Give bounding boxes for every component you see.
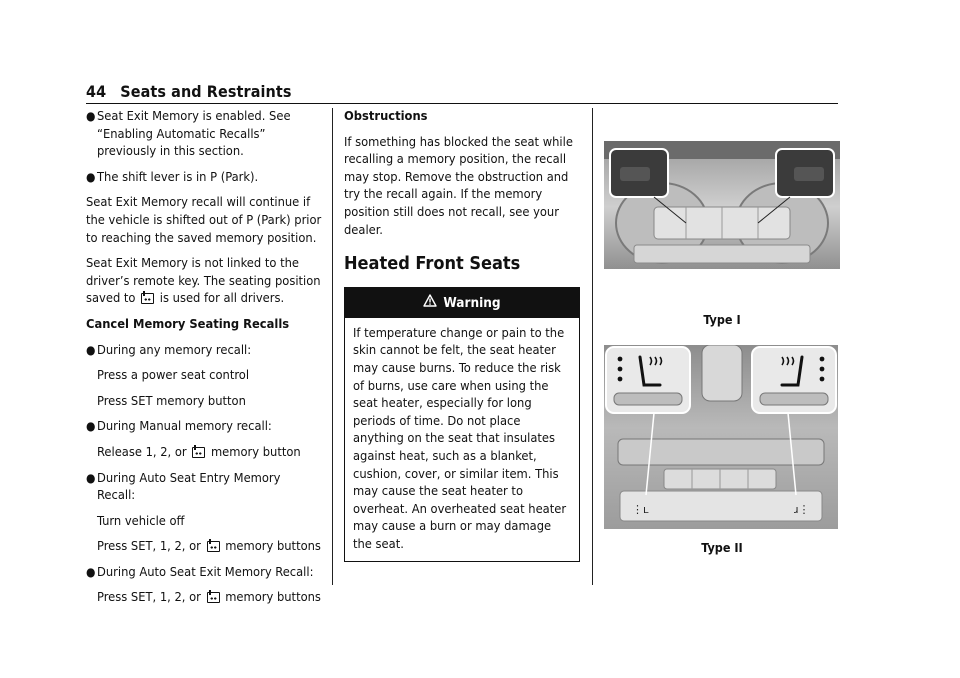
section-title: Seats and Restraints bbox=[120, 82, 292, 101]
subheading: Obstructions bbox=[344, 109, 428, 124]
sub-step: Release 1, 2, or memory button bbox=[97, 444, 301, 460]
list-item: ● During Auto Seat Entry Memory Recall: bbox=[86, 470, 281, 504]
memory-b-icon bbox=[207, 539, 220, 552]
list-item: ● During Auto Seat Exit Memory Recall: bbox=[86, 564, 314, 580]
type-1-photo bbox=[604, 141, 840, 279]
paragraph: Seat Exit Memory is not linked to the driver’s remote key. The seating position saved to is used for all drivers. bbox=[86, 256, 321, 307]
warning-title: Warning bbox=[443, 295, 501, 312]
paragraph: If something has blocked the seat while recalling a memory position, the recall may stop. Remove the obstruction and try the recall again. If the memory position still does not recall, see your dealer. bbox=[344, 134, 573, 238]
svg-text:ɹ⋮: ɹ⋮ bbox=[794, 503, 810, 517]
section-heading: Heated Front Seats bbox=[344, 253, 521, 275]
list-item: ● Seat Exit Memory is enabled. See “Enabling Automatic Recalls” previously in this section. bbox=[86, 109, 291, 160]
caption-type-1: Type I bbox=[703, 311, 741, 327]
column-divider-1 bbox=[332, 108, 333, 585]
column-left bbox=[86, 108, 322, 615]
caption-type-2: Type II bbox=[701, 539, 743, 555]
list-item: ● During any memory recall: bbox=[86, 342, 252, 358]
column-middle bbox=[344, 108, 580, 562]
sub-step: Press SET memory button bbox=[97, 393, 246, 409]
sub-step: Press SET, 1, 2, or memory buttons bbox=[97, 590, 321, 606]
list-item: ● The shift lever is in P (Park). bbox=[86, 169, 259, 185]
subheading: Cancel Memory Seating Recalls bbox=[86, 316, 290, 332]
warning-box bbox=[344, 287, 580, 562]
column-right bbox=[604, 108, 840, 556]
warning-text: If temperature change or pain to the skin cannot be felt, the seat heater may cause burns. To reduce the risk of burns, use care when using the seat heater, especially for long periods of time. Do not place anything on the seat that insulates against heat, such as a blanket, cushion, cover, or similar item. This may cause the seat heater to overheat. An overheated seat heater may cause a burn or may damage the seat. bbox=[353, 325, 567, 552]
sub-step: Press a power seat control bbox=[97, 368, 250, 384]
sub-step: Turn vehicle off bbox=[97, 513, 185, 529]
column-divider-2 bbox=[592, 108, 593, 585]
type-2-photo bbox=[604, 345, 840, 535]
page-number: 44 bbox=[86, 82, 107, 101]
page-header bbox=[86, 82, 292, 101]
memory-b-icon bbox=[141, 291, 154, 304]
list-item: ● During Manual memory recall: bbox=[86, 419, 272, 435]
memory-b-icon bbox=[207, 590, 220, 603]
sub-step: Press SET, 1, 2, or memory buttons bbox=[97, 539, 321, 555]
memory-b-icon bbox=[192, 445, 205, 458]
warning-triangle-icon bbox=[423, 294, 437, 313]
svg-text:⋮ʟ: ⋮ʟ bbox=[632, 503, 649, 517]
paragraph: Seat Exit Memory recall will continue if the vehicle is shifted out of P (Park) prior to reaching the saved memory position. bbox=[86, 195, 322, 246]
header-rule bbox=[86, 103, 838, 104]
warning-header bbox=[345, 288, 579, 318]
